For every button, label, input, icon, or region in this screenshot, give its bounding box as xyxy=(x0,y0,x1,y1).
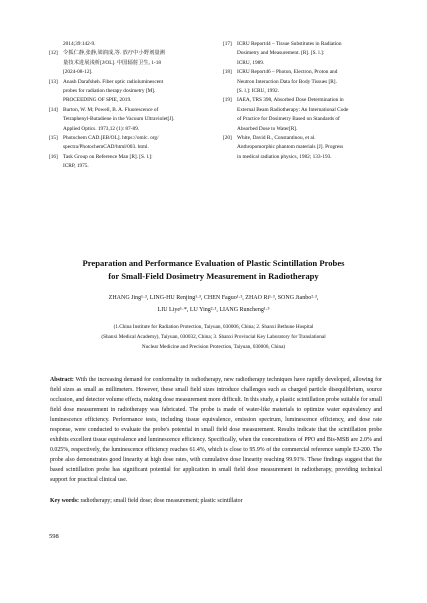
reference-text: External Beam Radiotherapy: An International Code xyxy=(237,106,349,113)
reference-line xyxy=(223,115,389,124)
reference-number: [13] xyxy=(49,78,58,85)
reference-number xyxy=(49,125,63,134)
abstract-text: With the increasing demand for conformality in radiotherapy, new radiotherapy techniques have rapidly developed, allowing for field sizes as small as millimeters. However, these small field sizes introduce challenges such as charged particle disequilibrium, source occlusion, and detector volume effects, making dose measurement more difficult. In this study, a plastic scintillation probe suitable for small field dose measurement in radiotherapy was fabricated. The probe is made of water-like materials to optimize water equivalency and luminescence efficiency. Performance tests, including tissue equivalence, emission spectrum, luminescence efficiency, and dose rate response, were conducted to evaluate the probe's potential in small field dose measurement. Results indicate that the scintillation probe exhibits excellent tissue equivalence and luminescence efficiency. Specifically, when the concentrations of PPO and Bis-MSB are 2.0% and 0.025%, respectively, the luminescence efficiency reaches 61.4%, which is close to 95.9% of the commercial reference sample EJ-200. The probe also demonstrates good linearity at high dose rates, with cumulative dose linearity reaching 99.91%. These findings suggest that the based scintillation probe has significant potential for application in small field dose measurement in radiotherapy, providing technical support for practical clinical use. xyxy=(50,377,382,483)
reference-number xyxy=(223,87,237,96)
reference-line xyxy=(223,59,389,68)
reference-number xyxy=(223,49,237,58)
reference-text: [S. l.]: ICRU, 1992. xyxy=(237,88,279,95)
reference-number: [14] xyxy=(49,106,58,113)
reference-text: Tetraphenyl-Butadiene in the Vacuum Ultraviolet[J]. xyxy=(63,116,175,123)
keywords-label: Key words: xyxy=(50,498,79,504)
reference-text: Anash Darafsheh. Fiber optic radioluminescent xyxy=(63,78,164,85)
reference-line xyxy=(223,78,389,87)
reference-line xyxy=(49,106,215,115)
reference-line xyxy=(49,78,215,87)
reference-line xyxy=(223,40,389,49)
affiliations xyxy=(0,322,427,353)
reference-line xyxy=(49,115,215,124)
reference-line xyxy=(49,49,215,58)
reference-text: Burton, W. M; Powell, B. A. Fluorescence of xyxy=(63,106,159,113)
reference-number xyxy=(49,68,63,77)
reference-text: spectra/PhotochemCAD/html/003. html. xyxy=(63,144,149,151)
reference-line xyxy=(223,96,389,105)
reference-line xyxy=(223,49,389,58)
reference-line xyxy=(49,40,215,49)
reference-text: of Practice for Dosimetry Based on Standards of xyxy=(237,116,340,123)
keywords xyxy=(50,496,382,506)
references-section xyxy=(49,40,389,172)
reference-text: Absorbed Dose to Water[R]. xyxy=(237,125,298,132)
reference-line xyxy=(223,125,389,134)
reference-number xyxy=(223,59,237,68)
reference-number xyxy=(49,59,63,68)
reference-number xyxy=(49,87,63,96)
reference-number: [17] xyxy=(223,41,232,47)
author-line: ZHANG Jing¹·³, LING-HU Renjing¹·³, CHEN Faguo¹·³, ZHAO Ri¹·³, SONG Jianbo²·³, xyxy=(108,295,319,301)
reference-line xyxy=(223,153,389,162)
reference-number: [16] xyxy=(49,153,58,160)
reference-text: probes for radiation therapy dosimetry [M]. xyxy=(63,88,156,95)
references-right-column xyxy=(223,40,389,172)
reference-text: IAEA, TRS 398, Absorbed Dose Determination in xyxy=(237,97,344,104)
affiliation-line: (1.China Institute for Radiation Protection, Taiyuan, 030006, China; 2. Shanxi Bethune Hospital xyxy=(113,324,314,330)
reference-text: 量技术进展浅析[J/OL]. 中国辐射卫生, 1-18 xyxy=(63,59,161,66)
reference-number xyxy=(223,143,237,152)
reference-number: [18] xyxy=(223,69,232,76)
reference-text: 令狐仁静,张静,梁润成,等. 放疗中小野剂量测 xyxy=(63,50,165,57)
reference-line xyxy=(49,59,215,68)
reference-number xyxy=(49,40,63,49)
abstract-label: Abstract: xyxy=(50,377,74,383)
reference-number: [19] xyxy=(223,97,232,104)
reference-line xyxy=(223,68,389,77)
reference-line xyxy=(223,87,389,96)
page-number: 598 xyxy=(49,533,59,540)
author-line: LIU Liye¹·*, LU Ying²·³, LIANG Runcheng¹·³ xyxy=(157,306,270,313)
reference-number: [15] xyxy=(49,135,58,142)
affiliation-line: Nuclear Medicine and Precision Protection, Taiyuan, 030006, China) xyxy=(141,344,286,351)
reference-text: [2024-08-12]. xyxy=(63,69,93,76)
reference-number xyxy=(223,78,237,87)
reference-line xyxy=(49,96,215,105)
reference-line xyxy=(49,143,215,152)
affiliation-line: (Shanxi Medical Academy), Taiyuan, 030032, China; 3. Shanxi Provincial Key Laboratory for Translational xyxy=(101,334,326,341)
reference-number: [20] xyxy=(223,135,232,142)
reference-line xyxy=(49,68,215,77)
reference-text: ICRP, 1975. xyxy=(63,163,89,170)
reference-line xyxy=(49,134,215,143)
references-left-column xyxy=(49,40,215,172)
reference-number xyxy=(223,153,237,162)
reference-number xyxy=(49,96,63,105)
reference-number xyxy=(223,115,237,124)
reference-line xyxy=(223,106,389,115)
abstract xyxy=(50,375,382,485)
reference-text: ICRU, 1989. xyxy=(237,59,265,66)
reference-line xyxy=(49,153,215,162)
reference-text: White, David R., Constantinou, et al. xyxy=(237,135,316,142)
reference-number xyxy=(49,162,63,171)
reference-line xyxy=(49,125,215,134)
reference-line xyxy=(223,143,389,152)
reference-text: 2014;39:142-9. xyxy=(63,41,96,47)
author-list xyxy=(0,293,427,316)
reference-text: Dosimetry and Measurement. [R]. [S. l.]: xyxy=(237,50,325,57)
reference-text: in medical radiation physics, 1982; 133-193. xyxy=(237,153,332,160)
reference-text: PROCEEDING OF SPIE, 2019. xyxy=(63,97,132,104)
reference-line xyxy=(223,134,389,143)
paper-title xyxy=(0,257,427,283)
reference-number xyxy=(223,106,237,115)
reference-number xyxy=(223,125,237,134)
reference-text: Applied Optics. 1973,12 (1): 87-89. xyxy=(63,125,140,132)
reference-text: ICRU Report46 – Photon, Electron, Proton and xyxy=(237,69,338,76)
reference-number: [12] xyxy=(49,50,58,57)
reference-text: Task Group on Reference Man [R]. [S. l.]: xyxy=(63,153,153,160)
reference-text: Neutron Interaction Data for Body Tissues [R]. xyxy=(237,78,337,85)
reference-line xyxy=(49,87,215,96)
title-line: Preparation and Performance Evaluation of Plastic Scintillation Probes xyxy=(82,258,345,268)
reference-number xyxy=(49,143,63,152)
reference-number xyxy=(49,115,63,124)
keywords-text: radiotherapy; small field dose; dose measurement; plastic scintillator xyxy=(80,498,243,504)
reference-line xyxy=(49,162,215,171)
reference-text: Photochem CAD.[EB/OL]. https://omlc. org/ xyxy=(63,135,159,142)
reference-text: ICRU Report44 – Tissue Substitutes in Radiation xyxy=(237,41,342,47)
reference-text: Anthropomorphic phantom materials [J]. Progress xyxy=(237,144,344,151)
title-line: for Small-Field Dosimetry Measurement in Radiotherapy xyxy=(108,271,319,281)
